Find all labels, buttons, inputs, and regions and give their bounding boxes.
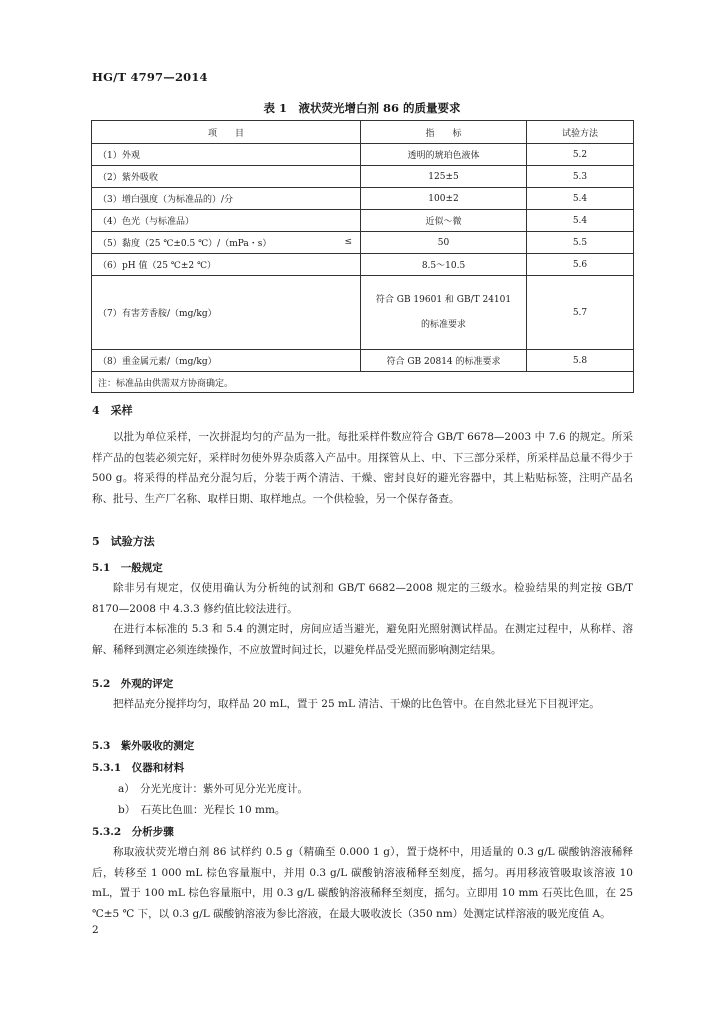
table-row bbox=[92, 166, 634, 188]
row-indicator: 8.5～10.5 bbox=[361, 254, 527, 276]
table-row bbox=[92, 276, 634, 350]
row-method: 5.3 bbox=[527, 166, 634, 188]
row-indicator: 50 bbox=[361, 232, 527, 254]
row-item-label: 增白强度（为标准品的）/分 bbox=[122, 195, 234, 205]
standard-code: HG/T 4797—2014 bbox=[92, 70, 208, 84]
section-5-heading: 5 试验方法 bbox=[92, 535, 155, 548]
row-item bbox=[92, 232, 361, 254]
row-indicator: 125±5 bbox=[361, 166, 527, 188]
section-5-3-2-heading: 5.3.2 分析步骤 bbox=[92, 826, 174, 838]
row-indicator: 近似～微 bbox=[361, 210, 527, 232]
list-item: a） 分光光度计：紫外可见分光光度计。 bbox=[118, 783, 309, 795]
table-row bbox=[92, 254, 634, 276]
row-item-label: 黏度（25 ℃±0.5 ℃）/（mPa・s） bbox=[122, 239, 272, 249]
table-row bbox=[92, 210, 634, 232]
page-number: 2 bbox=[92, 924, 99, 936]
table-row bbox=[92, 188, 634, 210]
row-number: （2） bbox=[98, 173, 122, 183]
instrument-list bbox=[118, 779, 308, 820]
header-method: 试验方法 bbox=[527, 121, 634, 144]
row-indicator-line: 符合 GB 19601 和 GB/T 24101 bbox=[375, 294, 512, 305]
row-item-label: 有害芳香胺/（mg/kg） bbox=[122, 309, 217, 319]
section-5-3-heading: 5.3 紫外吸收的测定 bbox=[92, 740, 195, 752]
row-method: 5.4 bbox=[527, 210, 634, 232]
row-number: （7） bbox=[98, 309, 122, 319]
row-item-label: 色光（与标准品） bbox=[122, 217, 195, 227]
section-5-2-paragraph: 把样品充分搅拌均匀，取样品 20 mL，置于 25 mL 清洁、干燥的比色管中。在自然北昼光下目视评定。 bbox=[113, 698, 600, 710]
table-row bbox=[92, 144, 634, 166]
table-row bbox=[92, 350, 634, 372]
list-item: b） 石英比色皿：光程长 10 mm。 bbox=[118, 803, 286, 816]
row-item-label: pH 值（25 ℃±2 ℃） bbox=[122, 261, 217, 271]
row-indicator bbox=[361, 276, 527, 350]
row-item bbox=[92, 210, 361, 232]
section-4-heading: 4 采样 bbox=[92, 404, 133, 417]
header-indicator: 指 标 bbox=[361, 121, 527, 144]
table-title: 表 1 液状荧光增白剂 86 的质量要求 bbox=[263, 101, 461, 115]
section-5-1-paragraph-2: 在进行本标准的 5.3 和 5.4 的测定时，房间应适当避光，避免阳光照射测试样品。在测定过程中，从称样、溶解、稀释到测定必须连续操作，不应放置时间过长，以避免样品受光照而影响测定结果。 bbox=[92, 623, 633, 656]
section-5-1-heading: 5.1 一般规定 bbox=[92, 562, 163, 574]
row-item bbox=[92, 144, 361, 166]
row-item bbox=[92, 188, 361, 210]
table-row bbox=[92, 232, 634, 254]
row-qualifier: ≤ bbox=[344, 237, 352, 247]
row-method: 5.5 bbox=[527, 232, 634, 254]
row-number: （1） bbox=[98, 151, 122, 161]
table-note: 注：标准品由供需双方协商确定。 bbox=[92, 372, 634, 393]
row-indicator-line: 的标准要求 bbox=[420, 319, 466, 330]
row-method: 5.6 bbox=[527, 254, 634, 276]
row-indicator: 透明的琥珀色液体 bbox=[361, 144, 527, 166]
row-number: （6） bbox=[98, 261, 122, 271]
row-item-label: 紫外吸收 bbox=[122, 173, 159, 183]
row-method: 5.2 bbox=[527, 144, 634, 166]
row-indicator: 100±2 bbox=[361, 188, 527, 210]
section-4-paragraph: 以批为单位采样，一次拼混均匀的产品为一批。每批采样件数应符合 GB/T 6678—2003 中 7.6 的规定。所采样产品的包装必须完好，采样时勿使外界杂质落入产品中。用探管从上、中、下三部分采样，所采样品总量不得少于 500 g。将采得的样品充分混匀后，分装于两个清洁、干燥、密封良好的避光容器中，其上粘贴标签，注明产品名称、批号、生产厂名称、取样日期、取样地点。一个供检验，另一个保存备查。 bbox=[92, 431, 633, 505]
section-5-3-1-heading: 5.3.1 仪器和材料 bbox=[92, 762, 185, 774]
row-item-label: 重金属元素/（mg/kg） bbox=[122, 357, 217, 367]
row-item-label: 外观 bbox=[122, 151, 141, 161]
row-item bbox=[92, 166, 361, 188]
row-indicator: 符合 GB 20814 的标准要求 bbox=[361, 350, 527, 372]
section-5-2-heading: 5.2 外观的评定 bbox=[92, 678, 174, 690]
row-number: （5） bbox=[98, 239, 122, 249]
row-method: 5.4 bbox=[527, 188, 634, 210]
table-header-row bbox=[92, 121, 634, 144]
quality-requirements-table bbox=[91, 120, 634, 393]
section-5-1-paragraph-1: 除非另有规定，仅使用确认为分析纯的试剂和 GB/T 6682—2008 规定的三级水。检验结果的判定按 GB/T 8170—2008 中 4.3.3 修约值比较法进行。 bbox=[92, 582, 633, 615]
row-number: （8） bbox=[98, 357, 122, 367]
table-note-row bbox=[92, 372, 634, 393]
row-method: 5.7 bbox=[527, 276, 634, 350]
row-method: 5.8 bbox=[527, 350, 634, 372]
row-number: （4） bbox=[98, 217, 122, 227]
header-item: 项 目 bbox=[92, 121, 361, 144]
row-item bbox=[92, 254, 361, 276]
row-number: （3） bbox=[98, 195, 122, 205]
row-item bbox=[92, 276, 361, 350]
row-item bbox=[92, 350, 361, 372]
section-5-3-2-paragraph: 称取液状荧光增白剂 86 试样约 0.5 g（精确至 0.000 1 g），置于烧杯中，用适量的 0.3 g/L 碳酸钠溶液稀释后，转移至 1 000 mL 棕色容量瓶中，并用 0.3 g/L 碳酸钠溶液稀释至刻度，摇匀。再用移液管吸取该溶液 10 mL，置于 100 mL 棕色容量瓶中，用 0.3 g/L 碳酸钠溶液稀释至刻度，摇匀。立即用 10 mm 石英比色皿，在 25 ℃±5 ℃ 下，以 0.3 g/L 碳酸钠溶液为参比溶液，在最大吸收波长（350 nm）处测定试样溶液的吸光度值 A。 bbox=[92, 846, 633, 920]
